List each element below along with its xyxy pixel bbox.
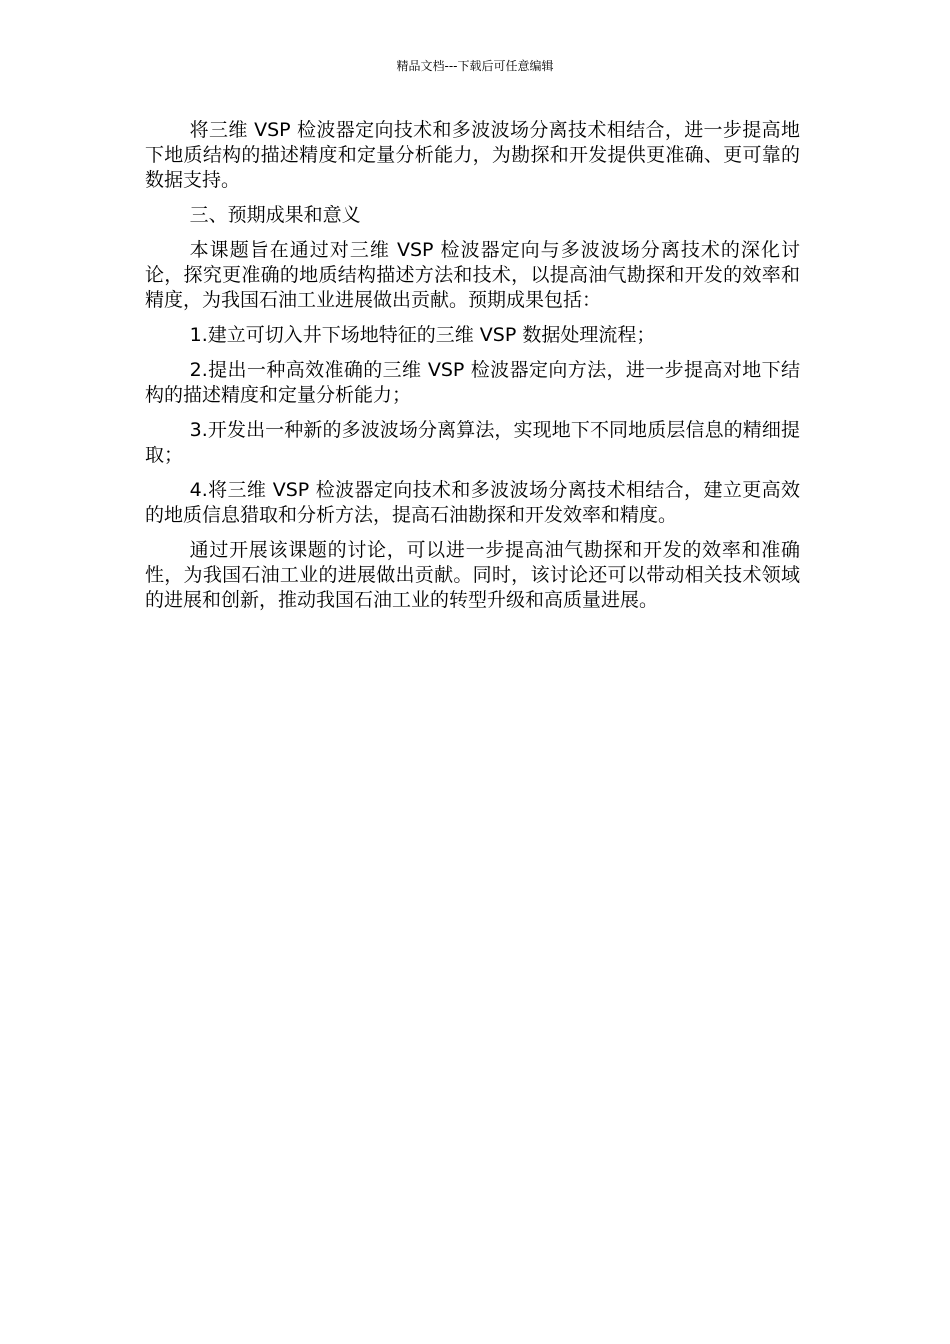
list-item-result-1: 1.建立可切入井下场地特征的三维 VSP 数据处理流程； xyxy=(189,324,656,346)
page-header: 精品文档---下载后可任意编辑 xyxy=(396,59,554,73)
list-item-result-3: 3.开发出一种新的多波波场分离算法，实现地下不同地质层信息的精细提取； xyxy=(145,419,800,466)
paragraph-project-aim: 本课题旨在通过对三维 VSP 检波器定向与多波波场分离技术的深化讨论，探究更准确的地质结构描述方法和技术，以提高油气勘探和开发的效率和精度，为我国石油工业进展做出贡献。预期成果包括： xyxy=(145,239,800,311)
paragraph-conclusion: 通过开展该课题的讨论，可以进一步提高油气勘探和开发的效率和准确性，为我国石油工业的进展做出贡献。同时，该讨论还可以带动相关技术领域的进展和创新，推动我国石油工业的转型升级和高质量进展。 xyxy=(145,539,800,611)
section-heading-expected-results: 三、预期成果和意义 xyxy=(189,204,361,226)
paragraph-integration: 将三维 VSP 检波器定向技术和多波波场分离技术相结合，进一步提高地下地质结构的描述精度和定量分析能力，为勘探和开发提供更准确、更可靠的数据支持。 xyxy=(145,119,800,191)
document-body xyxy=(145,118,800,623)
list-item-result-2: 2.提出一种高效准确的三维 VSP 检波器定向方法，进一步提高对地下结构的描述精度和定量分析能力； xyxy=(145,359,800,406)
list-item-result-4: 4.将三维 VSP 检波器定向技术和多波波场分离技术相结合，建立更高效的地质信息猎取和分析方法，提高石油勘探和开发效率和精度。 xyxy=(145,479,800,526)
